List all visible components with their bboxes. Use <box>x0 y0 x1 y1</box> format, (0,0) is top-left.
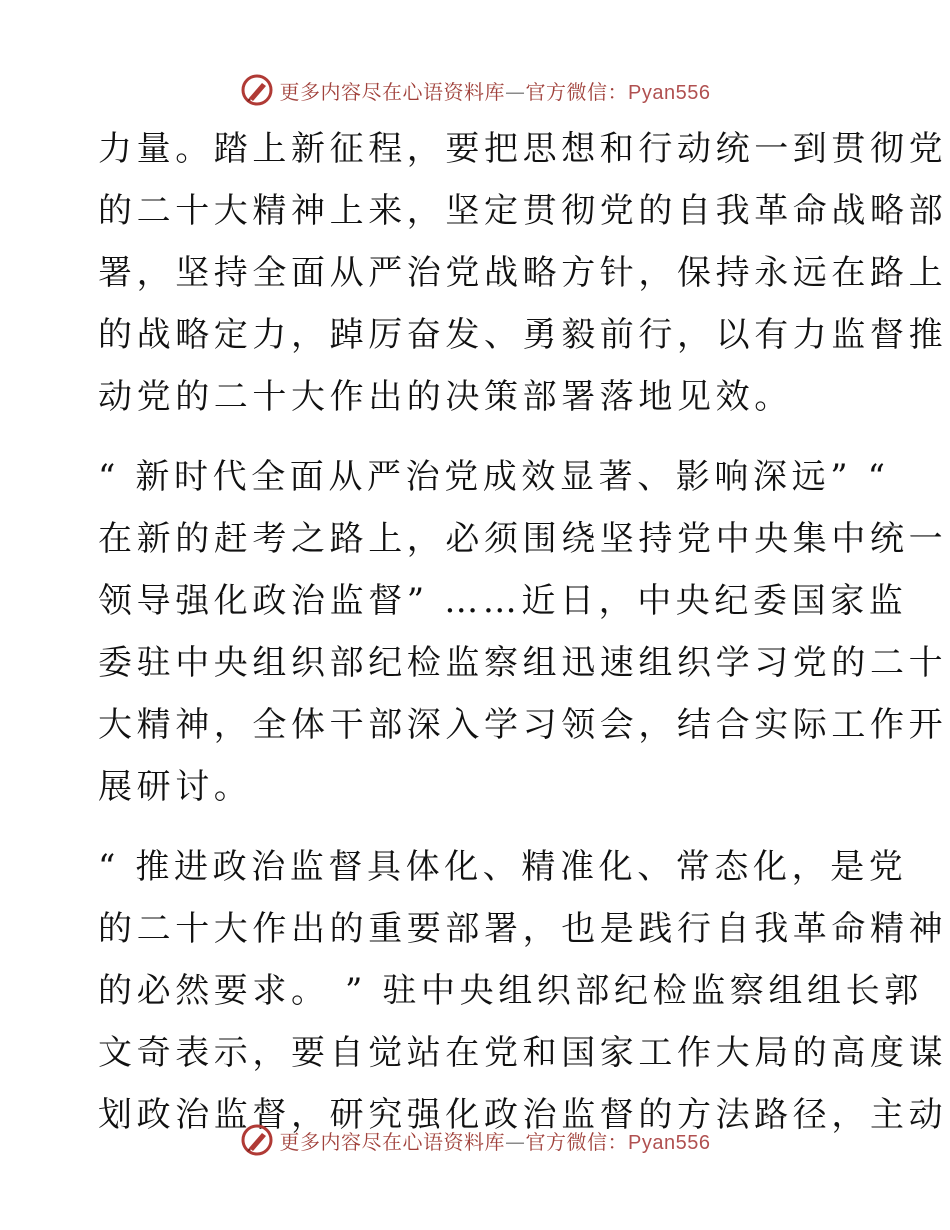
paragraph-1 <box>98 118 948 428</box>
document-body <box>98 118 948 1164</box>
paragraph-3 <box>98 836 948 1146</box>
watermark-site: 更多内容尽在心语资料库 <box>279 79 506 104</box>
text-line: 的二十大精神上来，坚定贯彻党的自我革命战略部 <box>98 191 948 231</box>
watermark-dash: — <box>505 1129 526 1154</box>
pen-logo-icon <box>240 73 274 107</box>
text-line: “ 推进政治监督具体化、精准化、常态化，是党 <box>98 847 908 887</box>
text-line: 力量。踏上新征程，要把思想和行动统一到贯彻党 <box>98 129 948 169</box>
text-line: 动党的二十大作出的决策部署落地见效。 <box>98 377 793 417</box>
text-line: 的二十大作出的重要部署，也是践行自我革命精神 <box>98 909 948 949</box>
text-line: 领导强化政治监督” ……近日，中央纪委国家监 <box>98 581 908 621</box>
pen-logo-icon <box>240 1123 274 1157</box>
header-watermark <box>0 70 950 110</box>
text-line: 展研讨。 <box>98 767 253 807</box>
text-line: 委驻中央组织部纪检监察组迅速组织学习党的二十 <box>98 643 948 683</box>
watermark-text <box>280 1126 711 1155</box>
text-line: 大精神，全体干部深入学习领会，结合实际工作开 <box>98 705 948 745</box>
watermark-site: 更多内容尽在心语资料库 <box>279 1129 506 1154</box>
text-line: 署，坚持全面从严治党战略方针，保持永远在路上 <box>98 253 948 293</box>
watermark-dash: — <box>505 79 526 104</box>
footer-watermark <box>0 1120 950 1160</box>
text-line: 的战略定力，踔厉奋发、勇毅前行，以有力监督推 <box>98 315 948 355</box>
text-line: 划政治监督，研究强化政治监督的方法路径，主动 <box>98 1095 948 1135</box>
text-line: “ 新时代全面从严治党成效显著、影响深远” “ <box>98 457 890 497</box>
text-line: 文奇表示，要自觉站在党和国家工作大局的高度谋 <box>98 1033 948 1073</box>
watermark-account: Pyan556 <box>628 1131 711 1154</box>
watermark-account: Pyan556 <box>628 81 711 104</box>
watermark-suffix: 官方微信： <box>525 79 629 104</box>
paragraph-2 <box>98 446 948 818</box>
watermark-text <box>280 76 711 105</box>
text-line: 的必然要求。 ” 驻中央组织部纪检监察组组长郭 <box>98 971 923 1011</box>
watermark-suffix: 官方微信： <box>525 1129 629 1154</box>
text-line: 在新的赶考之路上，必须围绕坚持党中央集中统一 <box>98 519 948 559</box>
